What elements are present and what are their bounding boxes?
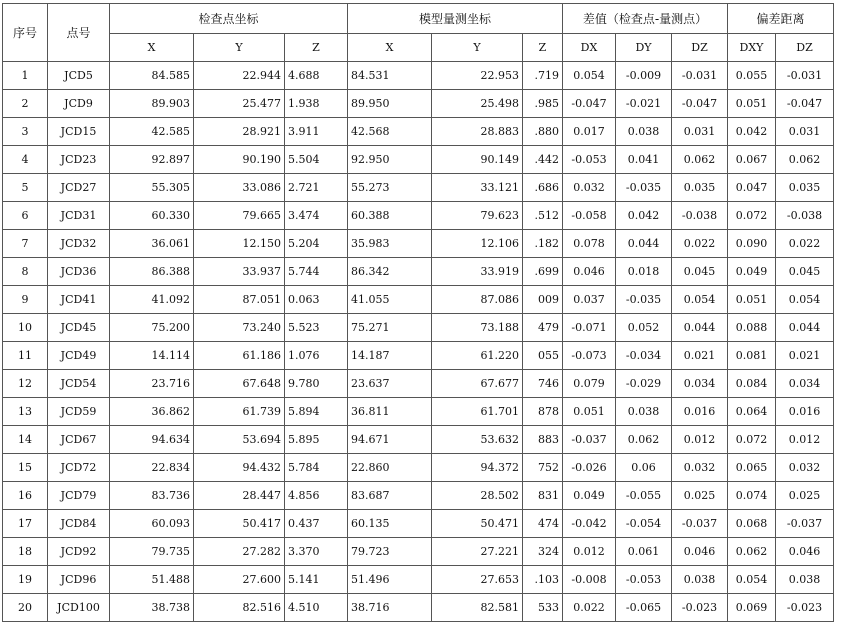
coordinate-check-table bbox=[2, 3, 834, 622]
cell-check-z: 3.370 bbox=[285, 538, 348, 566]
cell-dxy: 0.084 bbox=[728, 370, 776, 398]
cell-check-x: 79.735 bbox=[110, 538, 194, 566]
cell-model-z: .182 bbox=[523, 230, 563, 258]
cell-dxy: 0.074 bbox=[728, 482, 776, 510]
header-check-coordinates: 检查点坐标 bbox=[110, 4, 348, 34]
cell-check-y: 28.447 bbox=[194, 482, 285, 510]
table-row bbox=[3, 370, 834, 398]
cell-model-y: 33.919 bbox=[432, 258, 523, 286]
cell-dx: -0.071 bbox=[563, 314, 616, 342]
cell-model-x: 75.271 bbox=[348, 314, 432, 342]
table-row bbox=[3, 258, 834, 286]
cell-check-x: 22.834 bbox=[110, 454, 194, 482]
cell-point: JCD96 bbox=[48, 566, 110, 594]
cell-dz: -0.037 bbox=[672, 510, 728, 538]
cell-check-x: 86.388 bbox=[110, 258, 194, 286]
cell-model-y: 87.086 bbox=[432, 286, 523, 314]
cell-point: JCD72 bbox=[48, 454, 110, 482]
cell-check-y: 94.432 bbox=[194, 454, 285, 482]
cell-model-y: 12.106 bbox=[432, 230, 523, 258]
cell-point: JCD27 bbox=[48, 174, 110, 202]
cell-dev-dz: 0.038 bbox=[776, 566, 834, 594]
cell-check-z: 4.510 bbox=[285, 594, 348, 622]
cell-model-x: 89.950 bbox=[348, 90, 432, 118]
cell-check-z: 9.780 bbox=[285, 370, 348, 398]
cell-model-z: 746 bbox=[523, 370, 563, 398]
cell-dxy: 0.090 bbox=[728, 230, 776, 258]
cell-check-z: 5.504 bbox=[285, 146, 348, 174]
cell-check-z: 1.938 bbox=[285, 90, 348, 118]
cell-check-x: 83.736 bbox=[110, 482, 194, 510]
cell-check-x: 36.862 bbox=[110, 398, 194, 426]
cell-check-y: 50.417 bbox=[194, 510, 285, 538]
cell-dev-dz: -0.037 bbox=[776, 510, 834, 538]
cell-model-x: 23.637 bbox=[348, 370, 432, 398]
cell-model-z: 883 bbox=[523, 426, 563, 454]
cell-check-z: 5.141 bbox=[285, 566, 348, 594]
cell-model-x: 83.687 bbox=[348, 482, 432, 510]
cell-seq: 2 bbox=[3, 90, 48, 118]
cell-point: JCD23 bbox=[48, 146, 110, 174]
cell-model-z: .512 bbox=[523, 202, 563, 230]
cell-dx: 0.012 bbox=[563, 538, 616, 566]
cell-dx: -0.047 bbox=[563, 90, 616, 118]
cell-check-x: 38.738 bbox=[110, 594, 194, 622]
cell-dy: -0.054 bbox=[616, 510, 672, 538]
cell-dy: 0.06 bbox=[616, 454, 672, 482]
cell-dx: 0.032 bbox=[563, 174, 616, 202]
cell-point: JCD84 bbox=[48, 510, 110, 538]
cell-model-y: 28.883 bbox=[432, 118, 523, 146]
cell-seq: 5 bbox=[3, 174, 48, 202]
cell-dev-dz: 0.025 bbox=[776, 482, 834, 510]
cell-seq: 13 bbox=[3, 398, 48, 426]
cell-check-y: 53.694 bbox=[194, 426, 285, 454]
cell-check-z: 2.721 bbox=[285, 174, 348, 202]
subheader-dz: DZ bbox=[672, 34, 728, 62]
cell-check-y: 28.921 bbox=[194, 118, 285, 146]
cell-model-x: 79.723 bbox=[348, 538, 432, 566]
subheader-model-x: X bbox=[348, 34, 432, 62]
cell-dz: -0.023 bbox=[672, 594, 728, 622]
cell-dxy: 0.054 bbox=[728, 566, 776, 594]
cell-dy: 0.061 bbox=[616, 538, 672, 566]
cell-model-z: 831 bbox=[523, 482, 563, 510]
cell-dx: 0.022 bbox=[563, 594, 616, 622]
cell-dz: -0.038 bbox=[672, 202, 728, 230]
cell-check-x: 42.585 bbox=[110, 118, 194, 146]
cell-check-z: 4.856 bbox=[285, 482, 348, 510]
cell-check-x: 51.488 bbox=[110, 566, 194, 594]
table-row bbox=[3, 174, 834, 202]
cell-dz: 0.031 bbox=[672, 118, 728, 146]
cell-dx: -0.073 bbox=[563, 342, 616, 370]
cell-dy: 0.018 bbox=[616, 258, 672, 286]
cell-point: JCD41 bbox=[48, 286, 110, 314]
cell-dx: -0.008 bbox=[563, 566, 616, 594]
cell-check-y: 25.477 bbox=[194, 90, 285, 118]
cell-model-x: 55.273 bbox=[348, 174, 432, 202]
cell-dxy: 0.065 bbox=[728, 454, 776, 482]
subheader-dy: DY bbox=[616, 34, 672, 62]
cell-point: JCD31 bbox=[48, 202, 110, 230]
cell-dev-dz: 0.034 bbox=[776, 370, 834, 398]
cell-dz: 0.025 bbox=[672, 482, 728, 510]
cell-model-y: 61.220 bbox=[432, 342, 523, 370]
cell-seq: 16 bbox=[3, 482, 48, 510]
cell-check-x: 84.585 bbox=[110, 62, 194, 90]
cell-dx: 0.054 bbox=[563, 62, 616, 90]
subheader-dx: DX bbox=[563, 34, 616, 62]
cell-model-z: 752 bbox=[523, 454, 563, 482]
cell-check-y: 27.282 bbox=[194, 538, 285, 566]
cell-point: JCD9 bbox=[48, 90, 110, 118]
cell-model-y: 28.502 bbox=[432, 482, 523, 510]
table-row bbox=[3, 398, 834, 426]
cell-dx: 0.017 bbox=[563, 118, 616, 146]
cell-model-z: 474 bbox=[523, 510, 563, 538]
table-row bbox=[3, 314, 834, 342]
cell-dx: -0.037 bbox=[563, 426, 616, 454]
cell-model-x: 94.671 bbox=[348, 426, 432, 454]
cell-dev-dz: 0.054 bbox=[776, 286, 834, 314]
cell-model-y: 27.653 bbox=[432, 566, 523, 594]
cell-model-z: .103 bbox=[523, 566, 563, 594]
subheader-check-z: Z bbox=[285, 34, 348, 62]
header-model-coordinates: 模型量测坐标 bbox=[348, 4, 563, 34]
cell-point: JCD5 bbox=[48, 62, 110, 90]
cell-dev-dz: 0.032 bbox=[776, 454, 834, 482]
cell-dz: 0.022 bbox=[672, 230, 728, 258]
cell-point: JCD92 bbox=[48, 538, 110, 566]
cell-dxy: 0.064 bbox=[728, 398, 776, 426]
cell-check-y: 12.150 bbox=[194, 230, 285, 258]
cell-model-x: 14.187 bbox=[348, 342, 432, 370]
cell-dxy: 0.051 bbox=[728, 90, 776, 118]
cell-model-x: 84.531 bbox=[348, 62, 432, 90]
cell-model-y: 79.623 bbox=[432, 202, 523, 230]
cell-dev-dz: -0.047 bbox=[776, 90, 834, 118]
cell-check-x: 14.114 bbox=[110, 342, 194, 370]
cell-dy: -0.009 bbox=[616, 62, 672, 90]
cell-check-y: 61.739 bbox=[194, 398, 285, 426]
cell-model-z: .985 bbox=[523, 90, 563, 118]
cell-check-x: 94.634 bbox=[110, 426, 194, 454]
cell-model-y: 33.121 bbox=[432, 174, 523, 202]
cell-dy: 0.038 bbox=[616, 398, 672, 426]
cell-point: JCD100 bbox=[48, 594, 110, 622]
cell-dev-dz: -0.031 bbox=[776, 62, 834, 90]
cell-check-y: 82.516 bbox=[194, 594, 285, 622]
cell-dxy: 0.049 bbox=[728, 258, 776, 286]
cell-dz: 0.021 bbox=[672, 342, 728, 370]
cell-dev-dz: 0.021 bbox=[776, 342, 834, 370]
cell-dx: 0.079 bbox=[563, 370, 616, 398]
cell-model-x: 86.342 bbox=[348, 258, 432, 286]
cell-check-z: 5.204 bbox=[285, 230, 348, 258]
cell-model-z: 479 bbox=[523, 314, 563, 342]
cell-model-z: .719 bbox=[523, 62, 563, 90]
table-row bbox=[3, 146, 834, 174]
cell-dz: 0.016 bbox=[672, 398, 728, 426]
cell-point: JCD67 bbox=[48, 426, 110, 454]
cell-dxy: 0.055 bbox=[728, 62, 776, 90]
cell-dx: -0.026 bbox=[563, 454, 616, 482]
cell-seq: 9 bbox=[3, 286, 48, 314]
table-row bbox=[3, 482, 834, 510]
cell-dxy: 0.051 bbox=[728, 286, 776, 314]
cell-dxy: 0.062 bbox=[728, 538, 776, 566]
cell-check-z: 4.688 bbox=[285, 62, 348, 90]
table-row bbox=[3, 202, 834, 230]
cell-point: JCD54 bbox=[48, 370, 110, 398]
cell-model-x: 51.496 bbox=[348, 566, 432, 594]
cell-dy: 0.062 bbox=[616, 426, 672, 454]
cell-model-y: 25.498 bbox=[432, 90, 523, 118]
cell-point: JCD36 bbox=[48, 258, 110, 286]
cell-check-z: 5.784 bbox=[285, 454, 348, 482]
cell-check-z: 3.911 bbox=[285, 118, 348, 146]
cell-dxy: 0.068 bbox=[728, 510, 776, 538]
cell-point: JCD45 bbox=[48, 314, 110, 342]
cell-model-y: 94.372 bbox=[432, 454, 523, 482]
cell-seq: 19 bbox=[3, 566, 48, 594]
cell-model-z: 055 bbox=[523, 342, 563, 370]
cell-model-z: 878 bbox=[523, 398, 563, 426]
cell-dz: -0.047 bbox=[672, 90, 728, 118]
cell-point: JCD15 bbox=[48, 118, 110, 146]
cell-dxy: 0.072 bbox=[728, 426, 776, 454]
cell-model-y: 27.221 bbox=[432, 538, 523, 566]
cell-dz: 0.054 bbox=[672, 286, 728, 314]
cell-dz: 0.032 bbox=[672, 454, 728, 482]
cell-dxy: 0.067 bbox=[728, 146, 776, 174]
cell-check-y: 87.051 bbox=[194, 286, 285, 314]
cell-check-x: 41.092 bbox=[110, 286, 194, 314]
cell-seq: 4 bbox=[3, 146, 48, 174]
cell-check-z: 3.474 bbox=[285, 202, 348, 230]
table-row bbox=[3, 286, 834, 314]
table-row bbox=[3, 566, 834, 594]
cell-dz: -0.031 bbox=[672, 62, 728, 90]
cell-seq: 20 bbox=[3, 594, 48, 622]
cell-model-z: .442 bbox=[523, 146, 563, 174]
cell-dz: 0.038 bbox=[672, 566, 728, 594]
cell-seq: 8 bbox=[3, 258, 48, 286]
cell-model-z: .699 bbox=[523, 258, 563, 286]
cell-dx: -0.053 bbox=[563, 146, 616, 174]
cell-dy: 0.041 bbox=[616, 146, 672, 174]
cell-seq: 18 bbox=[3, 538, 48, 566]
cell-seq: 12 bbox=[3, 370, 48, 398]
cell-seq: 17 bbox=[3, 510, 48, 538]
cell-model-y: 61.701 bbox=[432, 398, 523, 426]
cell-check-y: 79.665 bbox=[194, 202, 285, 230]
cell-dy: -0.035 bbox=[616, 174, 672, 202]
cell-point: JCD32 bbox=[48, 230, 110, 258]
cell-model-y: 50.471 bbox=[432, 510, 523, 538]
cell-check-z: 1.076 bbox=[285, 342, 348, 370]
cell-model-y: 90.149 bbox=[432, 146, 523, 174]
cell-seq: 14 bbox=[3, 426, 48, 454]
cell-dx: -0.042 bbox=[563, 510, 616, 538]
cell-check-x: 55.305 bbox=[110, 174, 194, 202]
cell-dz: 0.046 bbox=[672, 538, 728, 566]
cell-dev-dz: 0.035 bbox=[776, 174, 834, 202]
table-row bbox=[3, 230, 834, 258]
header-deviation: 偏差距离 bbox=[728, 4, 834, 34]
cell-check-z: 5.895 bbox=[285, 426, 348, 454]
table-row bbox=[3, 594, 834, 622]
cell-dz: 0.062 bbox=[672, 146, 728, 174]
cell-dy: -0.053 bbox=[616, 566, 672, 594]
cell-check-z: 0.063 bbox=[285, 286, 348, 314]
cell-check-y: 73.240 bbox=[194, 314, 285, 342]
table-row bbox=[3, 454, 834, 482]
cell-dev-dz: 0.062 bbox=[776, 146, 834, 174]
cell-dz: 0.012 bbox=[672, 426, 728, 454]
cell-check-y: 27.600 bbox=[194, 566, 285, 594]
cell-dev-dz: 0.046 bbox=[776, 538, 834, 566]
cell-seq: 1 bbox=[3, 62, 48, 90]
cell-seq: 3 bbox=[3, 118, 48, 146]
cell-dev-dz: -0.038 bbox=[776, 202, 834, 230]
cell-dy: 0.044 bbox=[616, 230, 672, 258]
cell-check-z: 5.744 bbox=[285, 258, 348, 286]
cell-model-x: 42.568 bbox=[348, 118, 432, 146]
cell-dev-dz: 0.045 bbox=[776, 258, 834, 286]
cell-dz: 0.044 bbox=[672, 314, 728, 342]
cell-model-y: 73.188 bbox=[432, 314, 523, 342]
cell-check-x: 89.903 bbox=[110, 90, 194, 118]
cell-check-y: 22.944 bbox=[194, 62, 285, 90]
cell-dxy: 0.072 bbox=[728, 202, 776, 230]
cell-dev-dz: 0.016 bbox=[776, 398, 834, 426]
header-point: 点号 bbox=[48, 4, 110, 62]
cell-point: JCD59 bbox=[48, 398, 110, 426]
cell-model-x: 60.135 bbox=[348, 510, 432, 538]
cell-dev-dz: 0.022 bbox=[776, 230, 834, 258]
cell-dx: 0.051 bbox=[563, 398, 616, 426]
cell-dy: 0.042 bbox=[616, 202, 672, 230]
cell-model-y: 22.953 bbox=[432, 62, 523, 90]
cell-check-y: 67.648 bbox=[194, 370, 285, 398]
cell-check-y: 90.190 bbox=[194, 146, 285, 174]
cell-dxy: 0.069 bbox=[728, 594, 776, 622]
cell-dz: 0.035 bbox=[672, 174, 728, 202]
cell-check-x: 36.061 bbox=[110, 230, 194, 258]
cell-model-x: 41.055 bbox=[348, 286, 432, 314]
cell-dx: 0.037 bbox=[563, 286, 616, 314]
cell-dy: -0.065 bbox=[616, 594, 672, 622]
cell-model-y: 67.677 bbox=[432, 370, 523, 398]
cell-dx: 0.049 bbox=[563, 482, 616, 510]
cell-dy: 0.052 bbox=[616, 314, 672, 342]
cell-model-y: 82.581 bbox=[432, 594, 523, 622]
table-row bbox=[3, 90, 834, 118]
cell-dxy: 0.047 bbox=[728, 174, 776, 202]
table-row bbox=[3, 538, 834, 566]
table-row bbox=[3, 118, 834, 146]
subheader-check-x: X bbox=[110, 34, 194, 62]
cell-dxy: 0.081 bbox=[728, 342, 776, 370]
cell-dy: 0.038 bbox=[616, 118, 672, 146]
cell-point: JCD49 bbox=[48, 342, 110, 370]
subheader-model-z: Z bbox=[523, 34, 563, 62]
cell-seq: 11 bbox=[3, 342, 48, 370]
cell-check-x: 75.200 bbox=[110, 314, 194, 342]
cell-model-z: 324 bbox=[523, 538, 563, 566]
cell-dev-dz: 0.031 bbox=[776, 118, 834, 146]
cell-check-y: 61.186 bbox=[194, 342, 285, 370]
cell-model-y: 53.632 bbox=[432, 426, 523, 454]
subheader-check-y: Y bbox=[194, 34, 285, 62]
cell-model-x: 22.860 bbox=[348, 454, 432, 482]
header-seq: 序号 bbox=[3, 4, 48, 62]
cell-check-y: 33.086 bbox=[194, 174, 285, 202]
cell-check-z: 5.894 bbox=[285, 398, 348, 426]
table-row bbox=[3, 510, 834, 538]
subheader-model-y: Y bbox=[432, 34, 523, 62]
cell-seq: 10 bbox=[3, 314, 48, 342]
cell-dz: 0.034 bbox=[672, 370, 728, 398]
cell-dy: -0.055 bbox=[616, 482, 672, 510]
cell-check-y: 33.937 bbox=[194, 258, 285, 286]
cell-model-x: 60.388 bbox=[348, 202, 432, 230]
cell-dy: -0.029 bbox=[616, 370, 672, 398]
cell-point: JCD79 bbox=[48, 482, 110, 510]
cell-check-x: 60.093 bbox=[110, 510, 194, 538]
cell-model-x: 36.811 bbox=[348, 398, 432, 426]
cell-dy: -0.021 bbox=[616, 90, 672, 118]
cell-check-z: 5.523 bbox=[285, 314, 348, 342]
cell-model-z: .686 bbox=[523, 174, 563, 202]
cell-model-x: 92.950 bbox=[348, 146, 432, 174]
cell-model-z: 533 bbox=[523, 594, 563, 622]
table-row bbox=[3, 426, 834, 454]
cell-model-x: 38.716 bbox=[348, 594, 432, 622]
table-row bbox=[3, 342, 834, 370]
cell-check-x: 92.897 bbox=[110, 146, 194, 174]
cell-dxy: 0.088 bbox=[728, 314, 776, 342]
subheader-dev-dz: DZ bbox=[776, 34, 834, 62]
cell-dev-dz: -0.023 bbox=[776, 594, 834, 622]
subheader-dxy: DXY bbox=[728, 34, 776, 62]
cell-dx: 0.046 bbox=[563, 258, 616, 286]
cell-dz: 0.045 bbox=[672, 258, 728, 286]
header-difference: 差值（检查点-量测点） bbox=[563, 4, 728, 34]
cell-check-x: 60.330 bbox=[110, 202, 194, 230]
cell-dxy: 0.042 bbox=[728, 118, 776, 146]
cell-seq: 15 bbox=[3, 454, 48, 482]
cell-seq: 7 bbox=[3, 230, 48, 258]
cell-model-z: 009 bbox=[523, 286, 563, 314]
cell-seq: 6 bbox=[3, 202, 48, 230]
cell-dx: -0.058 bbox=[563, 202, 616, 230]
cell-dy: -0.035 bbox=[616, 286, 672, 314]
cell-model-x: 35.983 bbox=[348, 230, 432, 258]
cell-dy: -0.034 bbox=[616, 342, 672, 370]
cell-dev-dz: 0.012 bbox=[776, 426, 834, 454]
cell-model-z: .880 bbox=[523, 118, 563, 146]
cell-dev-dz: 0.044 bbox=[776, 314, 834, 342]
cell-dx: 0.078 bbox=[563, 230, 616, 258]
table-row bbox=[3, 62, 834, 90]
cell-check-z: 0.437 bbox=[285, 510, 348, 538]
cell-check-x: 23.716 bbox=[110, 370, 194, 398]
